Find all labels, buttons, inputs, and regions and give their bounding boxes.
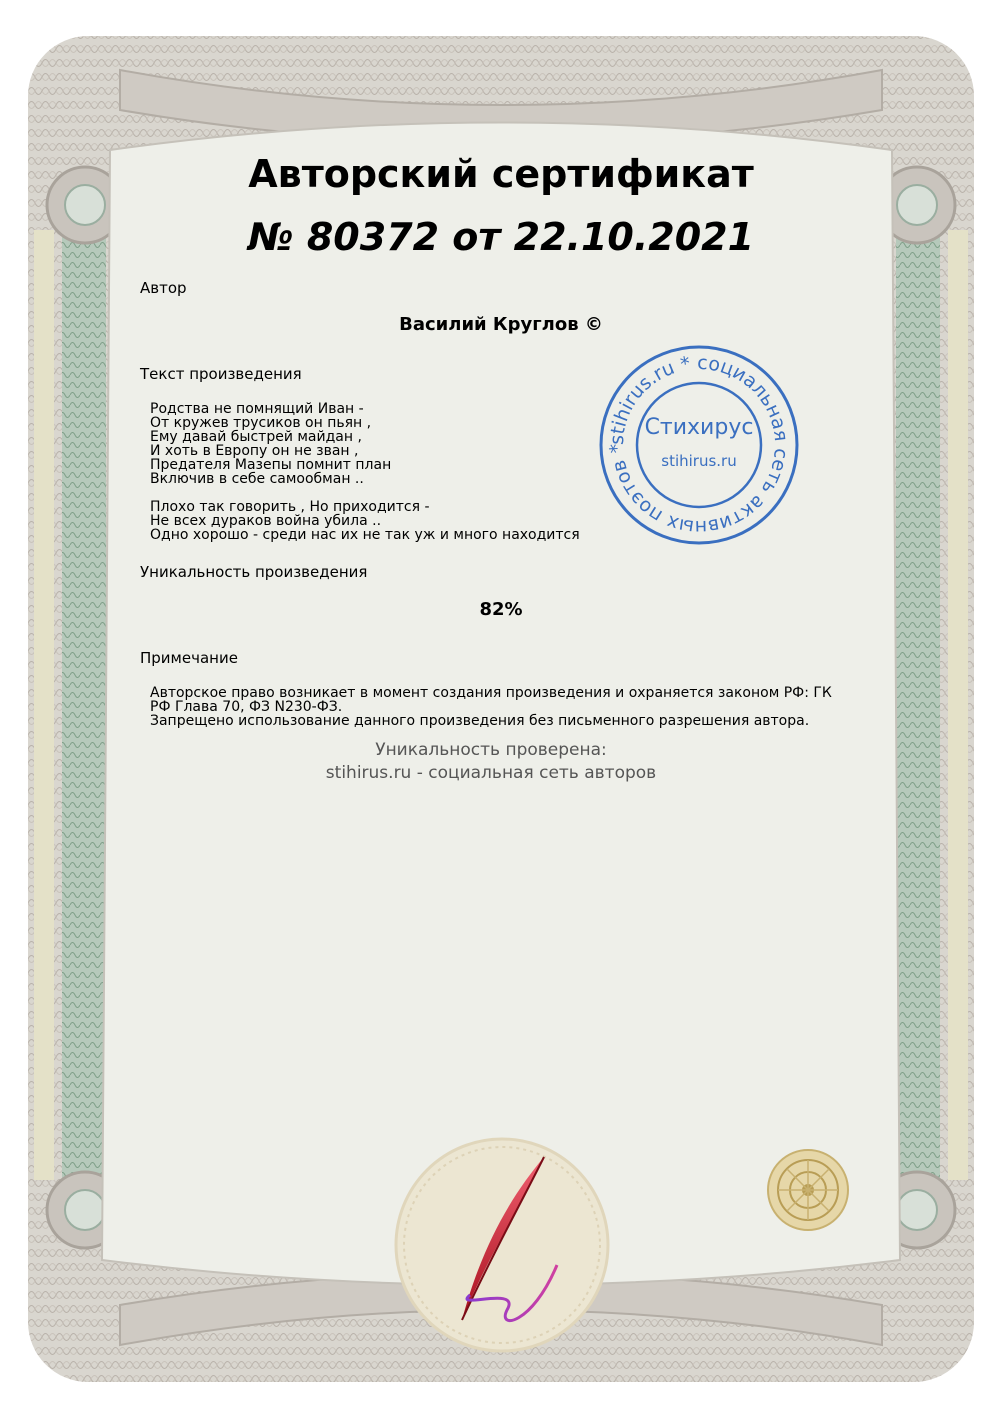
poem-line: Одно хорошо - среди нас их не так уж и много находится [150, 527, 580, 543]
uniqueness-checked [0, 739, 982, 785]
poem-line: От кружев трусиков он пьян , [150, 415, 372, 431]
note-line: Авторское право возникает в момент создания произведения и охраняется законом РФ: ГК [150, 685, 832, 701]
note-label: Примечание [140, 649, 238, 667]
poem-line: Включив в себе самообман .. [150, 471, 364, 487]
certificate-title: Авторский сертификат [248, 152, 754, 196]
poem-line: Плохо так говорить , Но приходится - [150, 499, 430, 515]
quill-emblem-icon [392, 1135, 612, 1355]
poem-line: Ему давай быстрей майдан , [150, 429, 362, 445]
poem-line: Предателя Мазепы помнит план [150, 457, 392, 473]
author-name: Василий Круглов © [399, 314, 603, 335]
work-label: Текст произведения [140, 365, 302, 383]
poem-text [150, 402, 630, 542]
poem-line: Не всех дураков война убила .. [150, 513, 382, 529]
poem-line [150, 486, 630, 500]
note-text [150, 686, 850, 728]
note-line: РФ Глава 70, ФЗ N230-ФЗ. [150, 699, 343, 715]
poem-line: Родства не помнящий Иван - [150, 401, 364, 417]
stamp-title: Стихирус [644, 415, 754, 440]
certificate-number: № 80372 от 22.10.2021 [247, 215, 755, 259]
svg-text:stihirus.ru * социальная сеть [606, 352, 792, 538]
checked-line-1: Уникальность проверена: [375, 740, 607, 760]
stamp-ring-text: stihirus.ru * социальная сеть активных поэтов * [605, 351, 793, 539]
uniqueness-value: 82% [479, 599, 523, 620]
checked-line-2: stihirus.ru - социальная сеть авторов [325, 763, 657, 783]
note-line: Запрещено использование данного произведения без письменного разрешения автора. [150, 713, 810, 729]
uniqueness-label: Уникальность произведения [140, 563, 368, 581]
rosette-seal-icon [766, 1148, 850, 1232]
author-label: Автор [140, 279, 187, 297]
stamp-subtitle: stihirus.ru [661, 452, 737, 470]
poem-line: И хоть в Европу он не зван , [150, 443, 359, 459]
